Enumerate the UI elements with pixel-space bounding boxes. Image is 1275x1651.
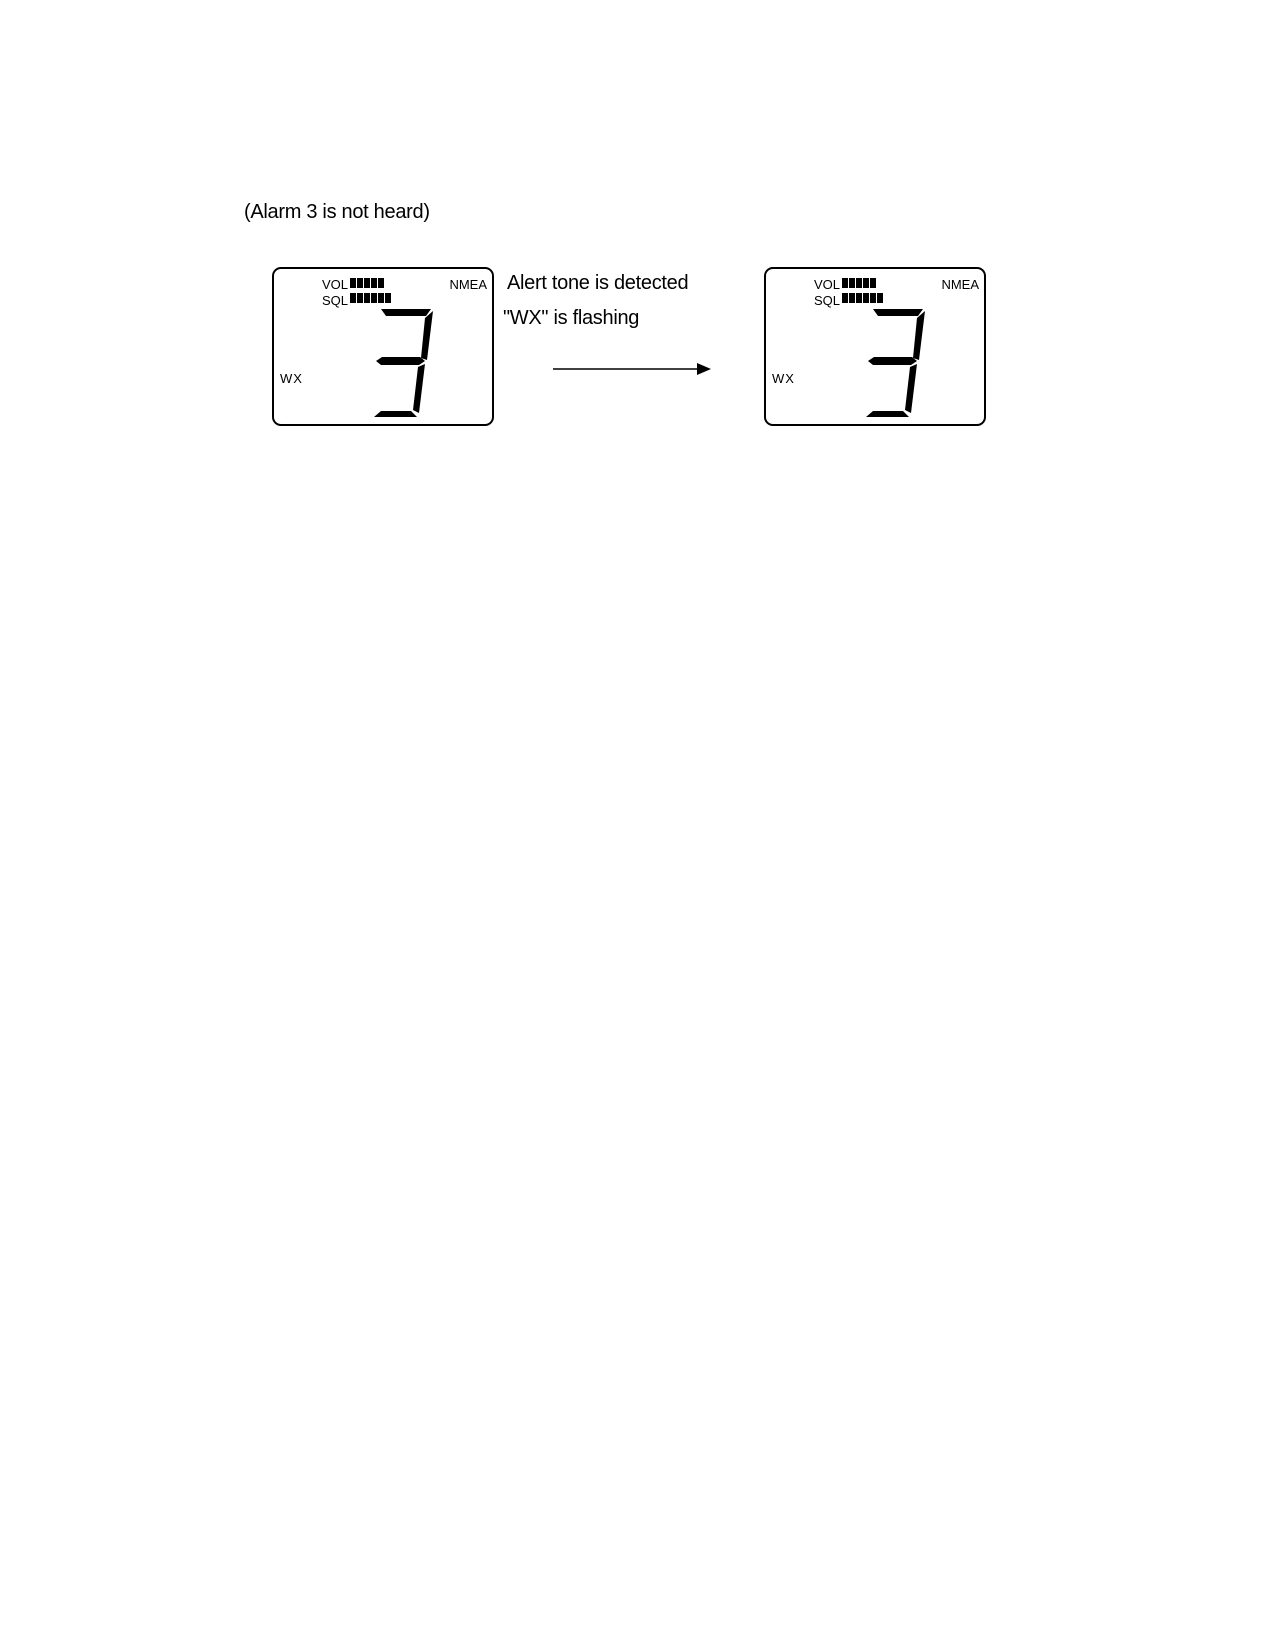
level-segment [856, 293, 862, 303]
vol-level-bars [350, 278, 384, 288]
vol-label: VOL [322, 277, 349, 292]
level-segment [849, 278, 855, 288]
level-segment [371, 293, 377, 303]
sql-level-bars [842, 293, 883, 303]
sql-label: SQL [322, 293, 349, 308]
level-segment [364, 293, 370, 303]
level-segment [870, 278, 876, 288]
level-segment [357, 293, 363, 303]
lcd-display-after [764, 267, 986, 426]
level-segment [877, 293, 883, 303]
level-segment [863, 293, 869, 303]
level-segment [378, 278, 384, 288]
level-segment [350, 278, 356, 288]
level-segment [350, 293, 356, 303]
lcd-display-before [272, 267, 494, 426]
sql-level-bars [350, 293, 391, 303]
wx-label: WX [280, 371, 303, 386]
level-segment [385, 293, 391, 303]
page-heading: (Alarm 3 is not heard) [244, 201, 430, 223]
level-segment [842, 278, 848, 288]
nmea-label: NMEA [449, 277, 487, 292]
transition-arrow [551, 360, 713, 378]
level-segment [870, 293, 876, 303]
level-segment [863, 278, 869, 288]
level-segment [357, 278, 363, 288]
level-segment [378, 293, 384, 303]
level-segment [849, 293, 855, 303]
channel-digit [866, 307, 928, 419]
vol-level-bars [842, 278, 876, 288]
level-segment [856, 278, 862, 288]
wx-label: WX [772, 371, 795, 386]
caption-wx-flashing: "WX" is flashing [503, 307, 640, 329]
channel-digit [374, 307, 436, 419]
level-segment [364, 278, 370, 288]
caption-alert-detected: Alert tone is detected [507, 272, 689, 294]
level-segment [371, 278, 377, 288]
sql-label: SQL [814, 293, 841, 308]
vol-label: VOL [814, 277, 841, 292]
level-segment [842, 293, 848, 303]
nmea-label: NMEA [941, 277, 979, 292]
